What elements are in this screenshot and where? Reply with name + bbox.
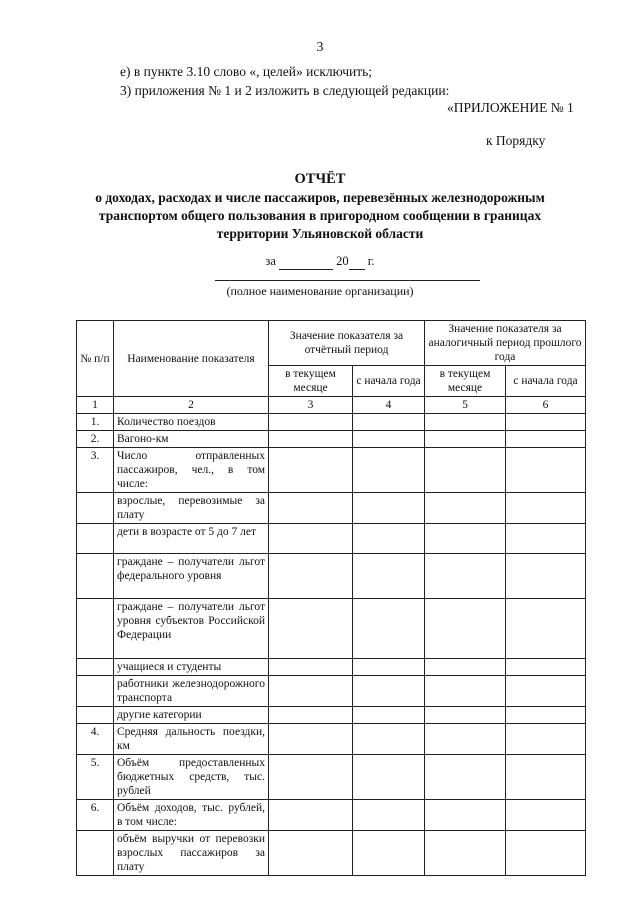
value-cell[interactable] (353, 554, 425, 599)
value-cell[interactable] (425, 659, 506, 676)
row-number (77, 599, 114, 659)
row-indicator-name: другие категории (114, 707, 269, 724)
value-cell[interactable] (506, 524, 586, 554)
value-cell[interactable] (269, 554, 353, 599)
row-number: 1. (77, 414, 114, 431)
value-cell[interactable] (506, 676, 586, 707)
value-cell[interactable] (353, 724, 425, 755)
intro-line-1: е) в пункте 3.10 слово «, целей» исключить; (120, 64, 373, 79)
row-number (77, 707, 114, 724)
row-number (77, 659, 114, 676)
column-number: 5 (425, 397, 506, 414)
value-cell[interactable] (353, 831, 425, 876)
value-cell[interactable] (425, 755, 506, 800)
table-row (77, 493, 586, 524)
table-row (77, 659, 586, 676)
value-cell[interactable] (425, 431, 506, 448)
value-cell[interactable] (506, 431, 586, 448)
table-row (77, 414, 586, 431)
value-cell[interactable] (353, 431, 425, 448)
value-cell[interactable] (425, 414, 506, 431)
period-suffix: г. (367, 254, 375, 268)
value-cell[interactable] (353, 599, 425, 659)
row-number (77, 493, 114, 524)
column-number: 6 (506, 397, 586, 414)
value-cell[interactable] (269, 724, 353, 755)
table-row (77, 599, 586, 659)
period-year: 20 (336, 254, 349, 268)
value-cell[interactable] (269, 831, 353, 876)
value-cell[interactable] (269, 431, 353, 448)
value-cell[interactable] (353, 800, 425, 831)
row-indicator-name: граждане – получатели льгот уровня субъектов Российской Федерации (114, 599, 269, 659)
row-indicator-name: Средняя дальность поездки, км (114, 724, 269, 755)
table-row (77, 431, 586, 448)
value-cell[interactable] (506, 599, 586, 659)
row-indicator-name: объём выручки от перевозки взрослых пассажиров за плату (114, 831, 269, 876)
report-subtitle-1: о доходах, расходах и числе пассажиров, перевезённых железнодорожным (95, 190, 545, 205)
row-indicator-name: Количество поездов (114, 414, 269, 431)
header-prev-since-start: с начала года (506, 366, 586, 397)
value-cell[interactable] (425, 554, 506, 599)
row-indicator-name: Объём доходов, тыс. рублей, в том числе: (114, 800, 269, 831)
page-number: 3 (316, 40, 324, 55)
row-number (77, 524, 114, 554)
value-cell[interactable] (506, 707, 586, 724)
value-cell[interactable] (269, 524, 353, 554)
value-cell[interactable] (425, 448, 506, 493)
header-prev-month: в текущем месяце (425, 366, 506, 397)
value-cell[interactable] (269, 800, 353, 831)
report-subtitle-2: транспортом общего пользования в пригородном сообщении в границах (98, 208, 542, 223)
column-number: 1 (77, 397, 114, 414)
value-cell[interactable] (353, 493, 425, 524)
value-cell[interactable] (506, 493, 586, 524)
row-number: 5. (77, 755, 114, 800)
column-number: 3 (269, 397, 353, 414)
report-title: ОТЧЁТ (294, 171, 346, 187)
row-indicator-name: работники железнодорожного транспорта (114, 676, 269, 707)
period-day-blank (279, 254, 333, 270)
value-cell[interactable] (269, 599, 353, 659)
value-cell[interactable] (506, 554, 586, 599)
report-subtitle-3: территории Ульяновской области (216, 226, 424, 241)
period-prefix: за (265, 254, 276, 268)
value-cell[interactable] (353, 707, 425, 724)
value-cell[interactable] (506, 755, 586, 800)
value-cell[interactable] (425, 524, 506, 554)
row-number: 3. (77, 448, 114, 493)
header-since-start: с начала года (353, 366, 425, 397)
value-cell[interactable] (353, 659, 425, 676)
value-cell[interactable] (425, 599, 506, 659)
value-cell[interactable] (353, 676, 425, 707)
table-row (77, 554, 586, 599)
report-table (76, 320, 586, 876)
value-cell[interactable] (269, 414, 353, 431)
header-name: Наименование показателя (114, 321, 269, 397)
table-row (77, 524, 586, 554)
value-cell[interactable] (506, 800, 586, 831)
row-number: 2. (77, 431, 114, 448)
table-row (77, 831, 586, 876)
value-cell[interactable] (269, 676, 353, 707)
value-cell[interactable] (269, 707, 353, 724)
header-num: № п/п (77, 321, 114, 397)
row-indicator-name: взрослые, перевозимые за плату (114, 493, 269, 524)
org-caption: (полное наименование организации) (226, 284, 414, 298)
column-number: 4 (353, 397, 425, 414)
period-year-blank (349, 254, 365, 270)
value-cell[interactable] (269, 493, 353, 524)
org-name-line (215, 280, 480, 281)
column-number-row (77, 397, 586, 414)
column-number: 2 (114, 397, 269, 414)
report-period (0, 254, 640, 270)
value-cell[interactable] (353, 524, 425, 554)
table-row (77, 707, 586, 724)
row-number (77, 831, 114, 876)
value-cell[interactable] (425, 707, 506, 724)
to-order-label: к Порядку (486, 133, 546, 148)
value-cell[interactable] (506, 724, 586, 755)
value-cell[interactable] (506, 831, 586, 876)
row-number: 4. (77, 724, 114, 755)
value-cell[interactable] (425, 800, 506, 831)
appendix-label: «ПРИЛОЖЕНИЕ № 1 (447, 100, 574, 115)
header-current-period: Значение показателя за отчётный период (269, 321, 425, 366)
value-cell[interactable] (425, 724, 506, 755)
intro-line-2: 3) приложения № 1 и 2 изложить в следующей редакции: (120, 83, 450, 98)
row-indicator-name: Число отправленных пассажиров, чел., в том числе: (114, 448, 269, 493)
header-current-month: в текущем месяце (269, 366, 353, 397)
value-cell[interactable] (425, 831, 506, 876)
value-cell[interactable] (506, 414, 586, 431)
table-row (77, 724, 586, 755)
table-row (77, 800, 586, 831)
value-cell[interactable] (425, 493, 506, 524)
table-row (77, 676, 586, 707)
row-indicator-name: учащиеся и студенты (114, 659, 269, 676)
table-row (77, 755, 586, 800)
value-cell[interactable] (353, 414, 425, 431)
value-cell[interactable] (506, 659, 586, 676)
value-cell[interactable] (425, 676, 506, 707)
header-previous-period: Значение показателя за аналогичный период прошлого года (425, 321, 586, 366)
row-indicator-name: дети в возрасте от 5 до 7 лет (114, 524, 269, 554)
report-table-body (77, 414, 586, 876)
row-number (77, 554, 114, 599)
row-indicator-name: Вагоно-км (114, 431, 269, 448)
value-cell[interactable] (269, 448, 353, 493)
value-cell[interactable] (353, 755, 425, 800)
row-indicator-name: Объём предоставленных бюджетных средств, тыс. рублей (114, 755, 269, 800)
table-row (77, 448, 586, 493)
value-cell[interactable] (353, 448, 425, 493)
value-cell[interactable] (506, 448, 586, 493)
value-cell[interactable] (269, 755, 353, 800)
row-number (77, 676, 114, 707)
row-indicator-name: граждане – получатели льгот федерального уровня (114, 554, 269, 599)
row-number: 6. (77, 800, 114, 831)
value-cell[interactable] (269, 659, 353, 676)
